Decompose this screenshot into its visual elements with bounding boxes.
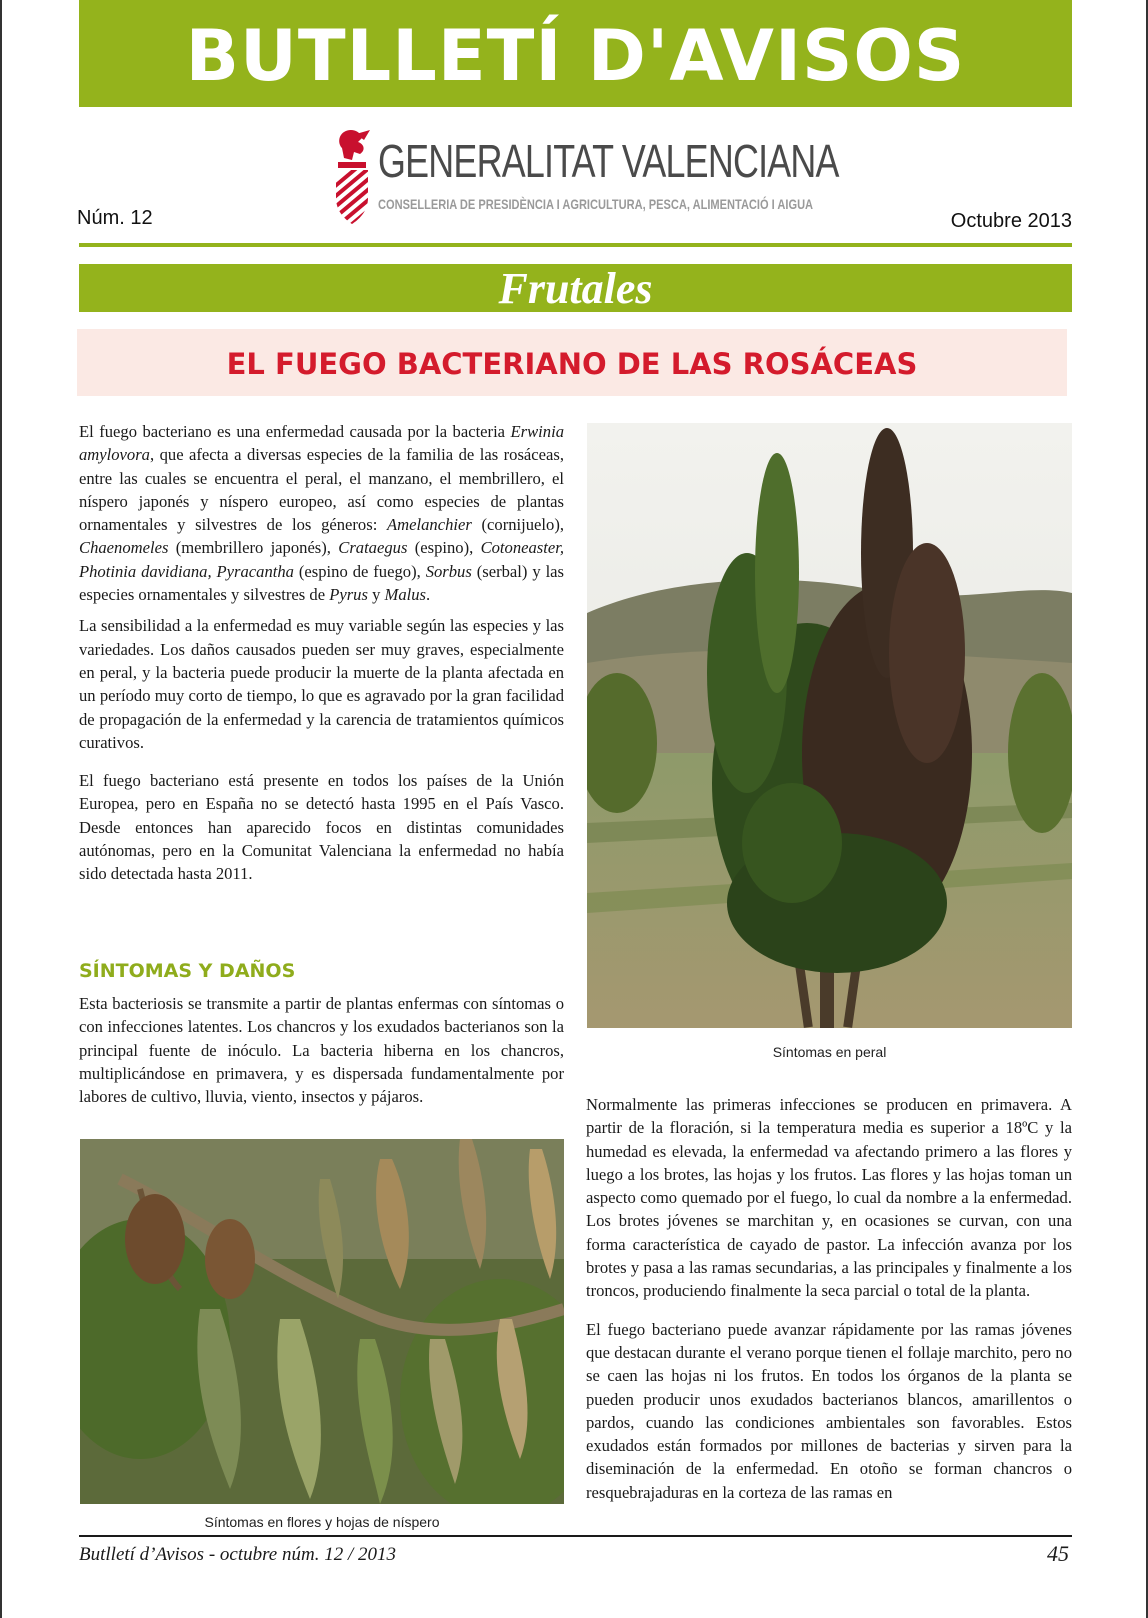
paragraph-intro: El fuego bacteriano es una enfermedad causada por la bacteria Erwinia amylovora, que afecta a diversas especies de la familia de las rosáceas, entre las cuales se encuentra el peral, el manzano, el membrillero, el níspero japonés y níspero europeo, así como especies de plantas ornamentales y silvestres de los géneros: Amelanchier (cornijuelo), Chaenomeles (membrillero japonés), Crataegus (espino), Cotoneaster, Photinia davidiana, Pyracantha (espino de fuego), Sorbus (serbal) y las especies ornamentales y silvestres de Pyrus y Malus.	[79, 422, 565, 605]
header-banner	[79, 0, 1072, 107]
article-title: EL FUEGO BACTERIANO DE LAS ROSÁCEAS	[226, 347, 918, 381]
paragraph-spread: El fuego bacteriano puede avanzar rápidamente por las ramas jóvenes que destacan durante el verano porque tienen el follaje marchito, pero no se caen las hojas ni los frutos. En todos los órganos de la planta se pueden producir unos exudados bacterianos blancos, amarillentos o pardos, cuando las condiciones ambientales son favorables. Estos exudados están formados por millones de bacterias y sirven para la diseminación de la enfermedad. En otoño se forman chancros o resquebrajaduras en la corteza de las ramas en	[586, 1319, 1072, 1502]
paragraph-infections: Normalmente las primeras infecciones se producen en primavera. A partir de la floración, si la temperatura media es superior a 18ºC y la humedad es elevada, la enfermedad va afectando primero a las flores y luego a los brotes, las hojas y los frutos. Las flores y las hojas toman un aspecto como quemado por el fuego, lo cual da nombre a la enfermedad. Los brotes jóvenes se marchitan y, en ocasiones se curvan, con una forma característica de cayado de pastor. La infección avanza por los brotes y pasa a las ramas secundarias, a las principales y finalmente a los troncos, produciendo finalmente la seca parcial o total de la planta.	[586, 1095, 1072, 1301]
photo-pear-tree	[587, 423, 1072, 1028]
page-number: 45	[1047, 1541, 1069, 1566]
section-title: Frutales	[498, 264, 653, 313]
pear-tree-illustration	[587, 423, 1072, 1028]
paragraph-presence: El fuego bacteriano está presente en todos los países de la Unión Europea, pero en España no se detectó hasta 1995 en el País Vasco. Desde entonces han aparecido focos en distintas comunidades autónomas, pero en la Comunitat Valenciana la enfermedad no había sido detectada hasta 2011.	[79, 771, 564, 884]
org-name: GENERALITAT VALENCIANA	[378, 135, 839, 187]
section-bar	[79, 264, 1072, 312]
photo-medlar-leaves	[80, 1139, 564, 1504]
issue-date: Octubre 2013	[950, 210, 1072, 232]
left-column-intro	[79, 420, 564, 886]
header-divider	[79, 243, 1072, 247]
article-title-box	[77, 329, 1067, 396]
subheading-symptoms: SÍNTOMAS Y DAÑOS	[79, 960, 296, 982]
caption-pear: Síntomas en peral	[772, 1044, 887, 1060]
bulletin-title: BUTLLETÍ D'AVISOS	[185, 15, 966, 97]
org-subtitle: CONSELLERIA DE PRESIDÈNCIA I AGRICULTURA, PESCA, ALIMENTACIÓ I AIGUA	[378, 196, 814, 212]
coat-of-arms-icon	[330, 128, 374, 224]
paragraph-transmission: Esta bacteriosis se transmite a partir de plantas enfermas con síntomas o con infecciones latentes. Los chancros y los exudados bacterianos son la principal fuente de inóculo. La bacteria hiberna en los chancros, multiplicándose en primavera, y es dispersada fundamentalmente por labores de cultivo, lluvia, viento, insectos y pájaros.	[79, 994, 564, 1107]
paragraph-sensitivity: La sensibilidad a la enfermedad es muy variable según las especies y las variedades. Los daños causados pueden ser muy graves, especialmente en peral, y la bacteria puede producir la muerte de la planta afectada en un período muy corto de tiempo, lo que es agravado por la gran facilidad de propagación de la enfermedad y la carencia de tratamientos químicos curativos.	[79, 616, 564, 752]
footer-divider	[79, 1535, 1072, 1537]
right-column-text	[586, 1093, 1072, 1504]
medlar-branch-illustration	[80, 1139, 564, 1504]
caption-medlar: Síntomas en flores y hojas de níspero	[204, 1514, 440, 1530]
generalitat-logo	[330, 128, 839, 224]
issue-number: Núm. 12	[77, 207, 153, 229]
footer-publication: Butlletí d’Avisos - octubre núm. 12 / 2013	[79, 1544, 396, 1565]
left-column-symptoms	[79, 992, 564, 1108]
